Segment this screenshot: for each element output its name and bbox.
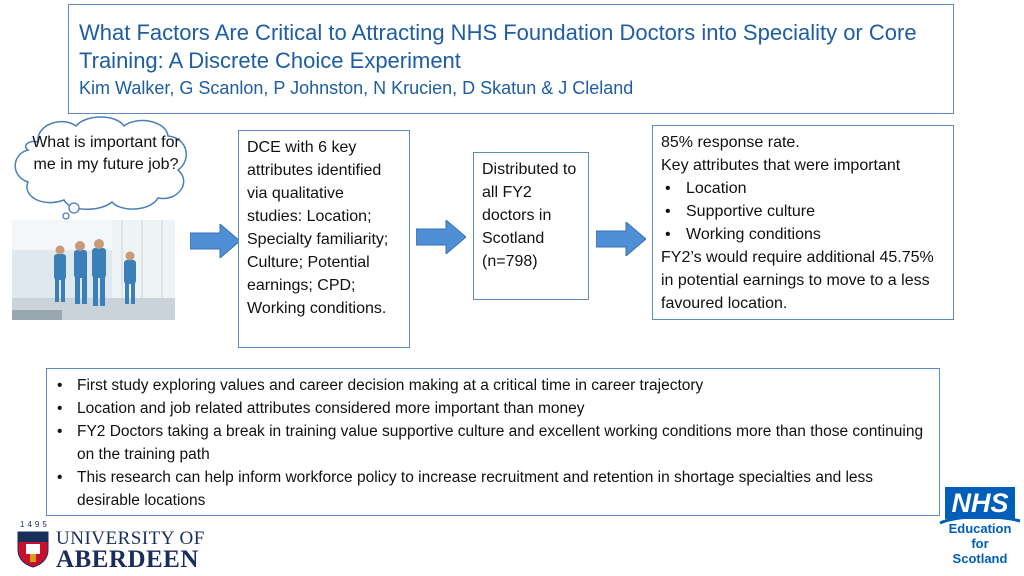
aberdeen-text: ABERDEEN — [56, 546, 199, 573]
poster-title: What Factors Are Critical to Attracting NHS Foundation Doctors into Speciality or Core Training: A Discrete Choice Experiment — [79, 20, 917, 73]
distribution-text: Distributed to all FY2 doctors in Scotland (n=798) — [482, 161, 577, 270]
right-arrow-icon — [416, 220, 466, 254]
title-box — [68, 4, 954, 114]
distribution-box — [473, 152, 589, 300]
list-item: • Working conditions — [661, 223, 945, 246]
nhs-mark: NHS — [945, 487, 1014, 519]
method-text: DCE with 6 key attributes identified via qualitative studies: Location; Specialty familiarity; Culture; Potential earnings; CPD; Working conditions. — [247, 139, 389, 317]
university-of-aberdeen-logo — [16, 520, 216, 573]
list-item: • Location — [661, 177, 945, 200]
swoosh-icon — [938, 513, 1022, 527]
earnings-finding: FY2’s would require additional 45.75% in potential earnings to move to a less favoured location. — [661, 249, 934, 312]
method-box — [238, 130, 410, 348]
scotland-text: Scotland — [952, 551, 1008, 566]
authors: Kim Walker, G Scanlon, P Johnston, N Krucien, D Skatun & J Cleland — [79, 78, 634, 98]
nhs-education-scotland-logo — [936, 487, 1024, 576]
nhs-subtitle — [936, 521, 1024, 566]
doctors-walking-photo — [12, 220, 175, 320]
key-attributes-list — [661, 177, 945, 246]
list-item: • Location and job related attributes considered more important than money — [57, 397, 927, 420]
list-item: • First study exploring values and career decision making at a critical time in career trajectory — [57, 374, 927, 397]
for-text: for — [971, 536, 989, 551]
university-of-text: UNIVERSITY OF — [56, 528, 205, 549]
crest-icon — [16, 530, 50, 568]
summary-list — [57, 374, 927, 512]
list-item: • Supportive culture — [661, 200, 945, 223]
founding-year: 1495 — [20, 520, 50, 529]
thought-bubble — [8, 112, 194, 222]
response-rate: 85% response rate. — [661, 134, 800, 151]
results-box — [652, 125, 954, 320]
summary-box — [46, 368, 940, 516]
list-item: • FY2 Doctors taking a break in training value supportive culture and excellent working conditions more than those continuing on the training path — [57, 420, 927, 466]
key-attributes-heading: Key attributes that were important — [661, 157, 901, 174]
thought-bubble-text: What is important for me in my future job? — [32, 134, 180, 173]
list-item: • This research can help inform workforce policy to increase recruitment and retention in shortage specialties and less desirable locations — [57, 466, 927, 512]
education-text: Education — [948, 521, 1012, 536]
right-arrow-icon — [596, 222, 646, 256]
right-arrow-icon — [190, 224, 240, 258]
